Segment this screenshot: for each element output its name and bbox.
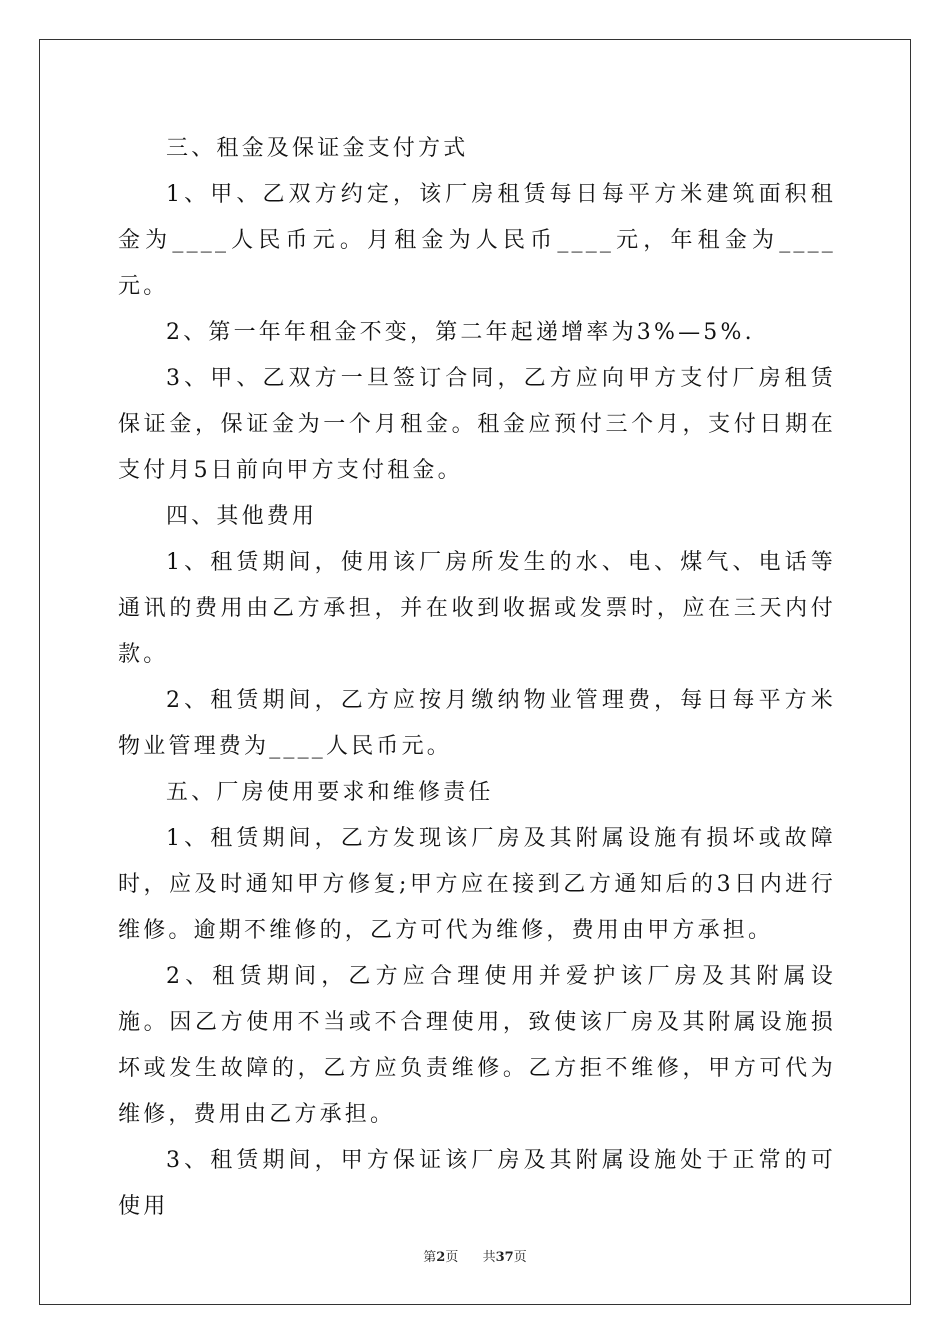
clause-repair-notice: 1、租赁期间，乙方发现该厂房及其附属设施有损坏或故障时，应及时通知甲方修复;甲方应在接到乙方通知后的3日内进行维修。逾期不维修的，乙方可代为维修，费用由甲方承担。 <box>118 826 836 943</box>
page-number: 2 <box>436 1250 446 1265</box>
total-suffix: 页 <box>513 1250 527 1265</box>
clause-rent-amount: 1、甲、乙双方约定，该厂房租赁每日每平方米建筑面积租金为____人民币元。月租金为人民币____元，年租金为____元。 <box>118 182 836 299</box>
total-prefix: 共 <box>482 1250 496 1265</box>
clause-deposit: 3、甲、乙双方一旦签订合同，乙方应向甲方支付厂房租赁保证金，保证金为一个月租金。租金应预付三个月，支付日期在支付月5日前向甲方支付租金。 <box>118 366 836 483</box>
section-heading-other-fees: 四、其他费用 <box>166 504 318 529</box>
clause-utilities: 1、租赁期间，使用该厂房所发生的水、电、煤气、电话等通讯的费用由乙方承担，并在收到收据或发票时，应在三天内付款。 <box>118 550 836 667</box>
clause-usable-condition: 3、租赁期间，甲方保证该厂房及其附属设施处于正常的可使用 <box>118 1148 836 1219</box>
page-prefix: 第 <box>423 1250 437 1265</box>
total-pages: 37 <box>495 1250 514 1265</box>
clause-proper-use: 2、租赁期间，乙方应合理使用并爱护该厂房及其附属设施。因乙方使用不当或不合理使用，致使该厂房及其附属设施损坏或发生故障的，乙方应负责维修。乙方拒不维修，甲方可代为维修，费用由乙方承担。 <box>118 964 836 1127</box>
clause-property-fee: 2、租赁期间，乙方应按月缴纳物业管理费，每日每平方米物业管理费为____人民币元。 <box>118 688 836 759</box>
page-footer <box>0 1246 950 1265</box>
clause-rent-increase: 2、第一年年租金不变，第二年起递增率为3%—5%. <box>166 320 755 345</box>
section-heading-maintenance: 五、厂房使用要求和维修责任 <box>166 780 494 805</box>
document-body <box>118 126 836 1230</box>
section-heading-rent-payment: 三、租金及保证金支付方式 <box>166 136 469 161</box>
page-suffix: 页 <box>445 1250 459 1265</box>
